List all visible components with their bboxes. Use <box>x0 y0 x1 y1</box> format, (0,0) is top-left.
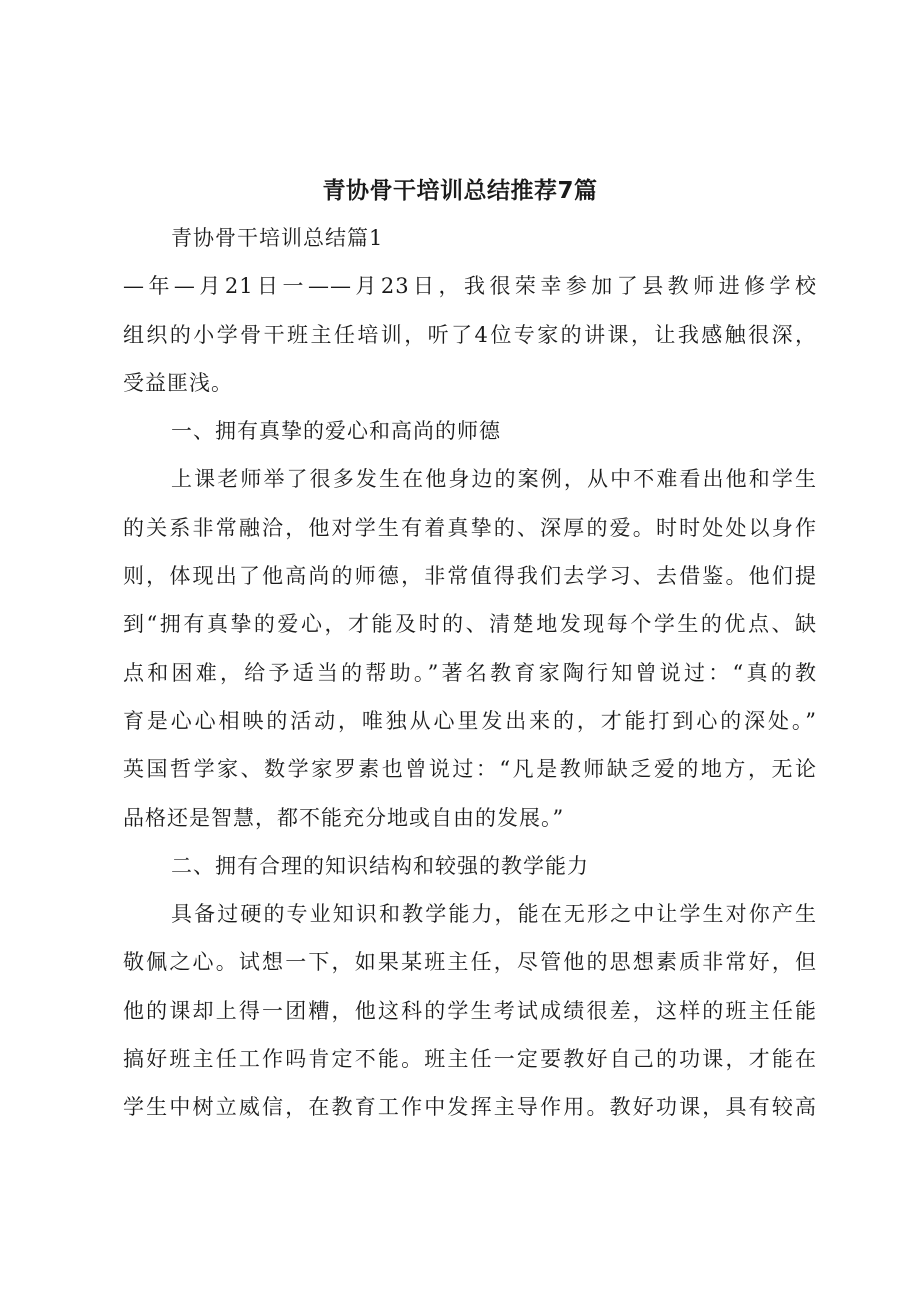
paragraph-line: 受益匪浅。 <box>123 370 233 395</box>
heading-2 <box>123 842 817 890</box>
paragraph-line: 上课老师举了很多发生在他身边的案例，从中不难看出他和学生 <box>171 467 817 492</box>
paragraph-line: 具备过硬的专业知识和教学能力，能在无形之中让学生对你产生 <box>171 902 817 927</box>
paragraph-2 <box>123 455 817 841</box>
paragraph-line: 的关系非常融洽，他对学生有着真挚的、深厚的爱。时时处处以身作 <box>123 515 817 540</box>
paragraph-line: 到“拥有真挚的爱心，才能及时的、清楚地发现每个学生的优点、缺 <box>123 612 817 637</box>
paragraph-line: 则，体现出了他高尚的师德，非常值得我们去学习、去借鉴。他们提 <box>123 564 817 589</box>
paragraph-heading: 一、拥有真挚的爱心和高尚的师德 <box>171 419 501 444</box>
heading-1 <box>123 407 817 455</box>
paragraph-3 <box>123 890 817 1131</box>
document-title: 青协骨干培训总结推荐7篇 <box>322 178 598 204</box>
paragraph-1 <box>123 262 817 407</box>
paragraph-line: 英国哲学家、数学家罗素也曾说过：“凡是教师缺乏爱的地方，无论 <box>123 757 817 782</box>
paragraph-line: 学生中树立威信，在教育工作中发挥主导作用。教好功课，具有较高 <box>123 1095 817 1120</box>
paragraph-line: 点和困难，给予适当的帮助。”著名教育家陶行知曾说过：“真的教 <box>123 660 817 685</box>
paragraph-line: 育是心心相映的活动，唯独从心里发出来的，才能打到心的深处。” <box>123 708 817 733</box>
paragraph-line: 搞好班主任工作吗肯定不能。班主任一定要教好自己的功课，才能在 <box>123 1047 817 1072</box>
document-body <box>123 214 817 1132</box>
paragraph-line: —年—月21日一——月23日，我很荣幸参加了县教师进修学校 <box>123 274 817 299</box>
paragraph-heading: 二、拥有合理的知识结构和较强的教学能力 <box>171 853 589 878</box>
paragraph-line: 他的课却上得一团糟，他这科的学生考试成绩很差，这样的班主任能 <box>123 998 817 1023</box>
paragraph-line: 敬佩之心。试想一下，如果某班主任，尽管他的思想素质非常好，但 <box>123 950 817 975</box>
paragraph-line: 品格还是智慧，都不能充分地或自由的发展。” <box>123 805 565 830</box>
section-heading: 青协骨干培训总结篇1 <box>171 226 384 250</box>
paragraph-line: 组织的小学骨干班主任培训，听了4位专家的讲课，让我感触很深， <box>123 322 817 347</box>
